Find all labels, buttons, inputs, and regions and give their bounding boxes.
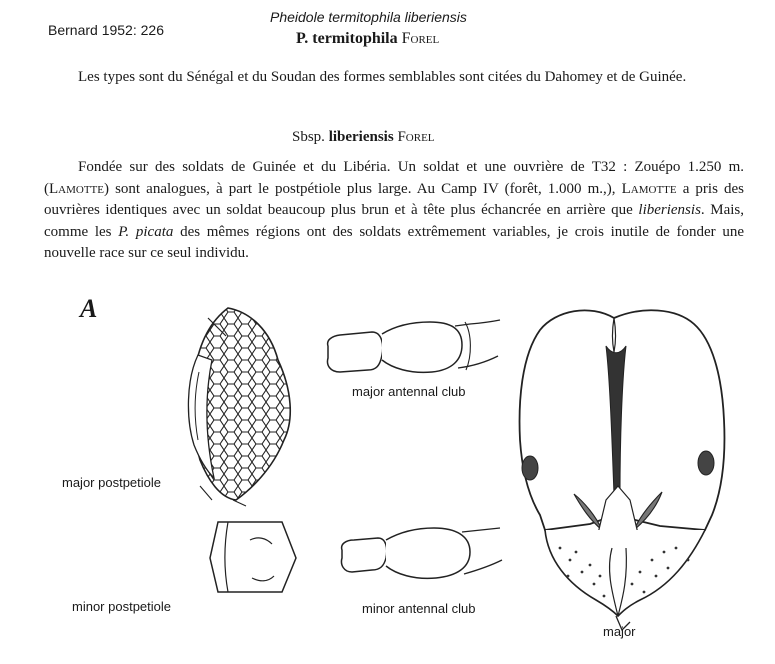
subspecies-author: Forel — [397, 129, 435, 145]
label-minor-antennal-club: minor antennal club — [362, 601, 476, 616]
panel-letter: A — [80, 294, 98, 323]
minor-antennal-club-drawing — [341, 528, 502, 578]
species-name: P. termitophila — [296, 30, 398, 47]
species-author: Forel — [401, 30, 440, 47]
text-part: ) sont analogues, à part le postpétiole plus large. Au Camp IV (forêt, 1.000 m.,), — [104, 180, 622, 197]
label-major-postpetiole: major postpetiole — [62, 475, 161, 490]
paragraph-types: Les types sont du Sénégal et du Soudan des formes semblables sont citées du Dahomey et de Guinée. — [78, 69, 687, 85]
label-minor-postpetiole: minor postpetiole — [72, 599, 171, 614]
figure-caption: Pheidole termitophila liberiensis — [270, 9, 467, 25]
minor-postpetiole-drawing — [210, 522, 296, 592]
citation: Bernard 1952: 226 — [48, 22, 164, 38]
collector-name: Lamotte — [49, 180, 104, 197]
major-head-drawing — [520, 310, 725, 630]
subspecies-rank: Sbsp. — [292, 129, 325, 145]
taxon-name: liberiensis — [638, 202, 701, 218]
text-part: a pris des ouvrières identiques avec un soldat beaucoup plus brun et à tête plus échancrée en arrière que — [44, 180, 744, 218]
collector-name: Lamotte — [621, 180, 677, 197]
label-major-antennal-club: major antennal club — [352, 384, 466, 399]
text-part: . Mais, comme les — [44, 202, 745, 240]
major-antennal-club-drawing — [328, 320, 501, 372]
label-major-head: major — [603, 624, 636, 639]
text-part: Fondée sur des soldats de Guinée et du Libéria. Un soldat et une ouvrière de T32 : Zouépo 1.250 m. ( — [44, 159, 744, 197]
taxon-name: P. picata — [118, 223, 174, 240]
major-postpetiole-drawing — [188, 308, 290, 506]
subspecies-name: liberiensis — [328, 129, 394, 145]
text-part: des mêmes régions ont des soldats extrêmement variables, je crois inutile de fonder une nouvelle race sur ce seul individu. — [44, 223, 744, 261]
